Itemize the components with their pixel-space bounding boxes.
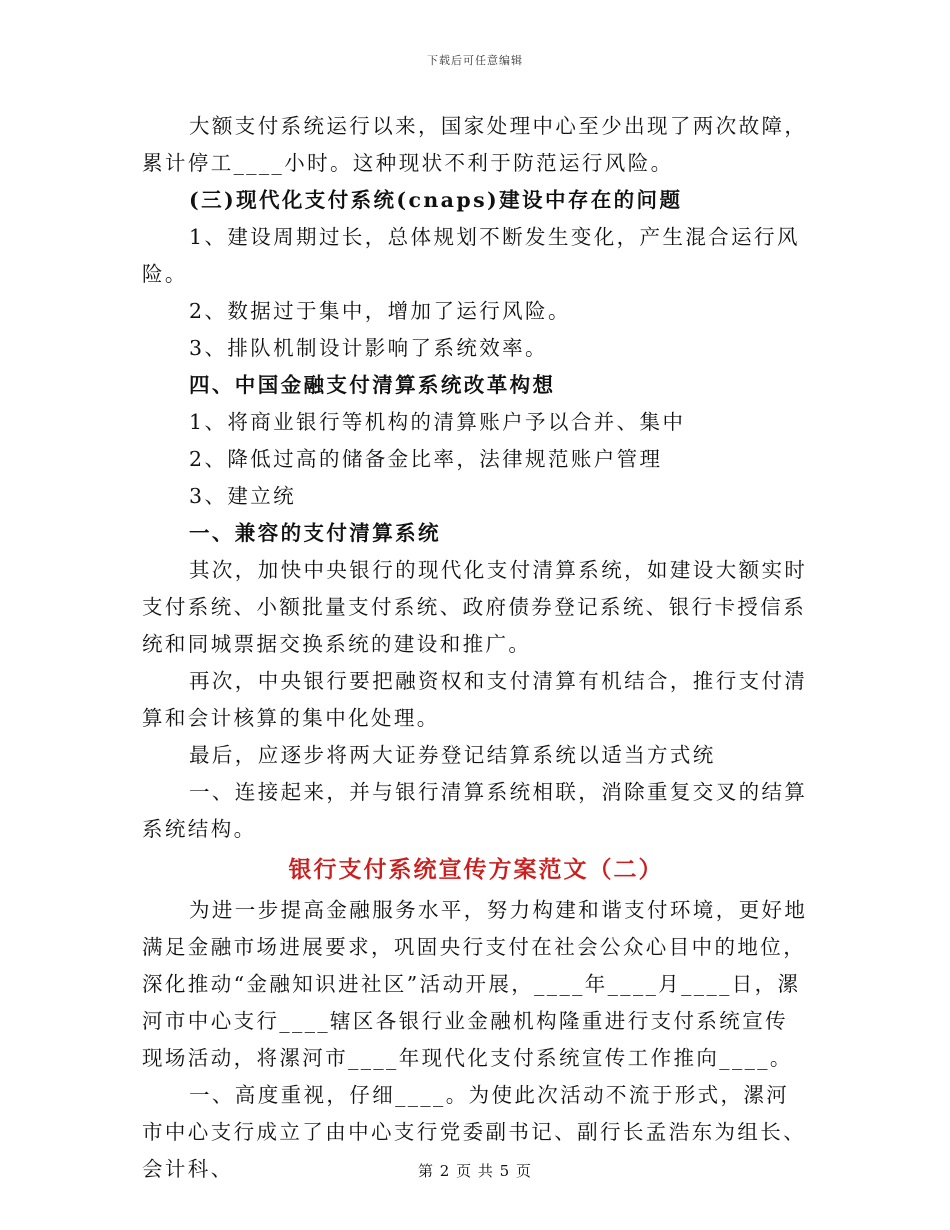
list-item-problem-3: 3、排队机制设计影响了系统效率。 (189, 336, 548, 360)
document-body (142, 108, 810, 1188)
paragraph-outage: 大额支付系统运行以来，国家处理中心至少出现了两次故障，累计停工____小时。这种现状不利于防范运行风险。 (142, 114, 808, 175)
heading-cnaps-problems: (三)现代化支付系统(cnaps)建设中存在的问题 (189, 188, 683, 212)
list-item-reform-2: 2、降低过高的储备金比率，法律规范账户管理 (189, 447, 663, 471)
heading-compatible-system: 一、兼容的支付清算系统 (189, 521, 441, 545)
paragraph-campaign-intro: 为进一步提高金融服务水平，努力构建和谐支付环境，更好地满足金融市场进展要求，巩固央行支付在社会公众心目中的地位，深化推动“金融知识进社区”活动开展，____年____月____日，漯河市中心支行____辖区各银行业金融机构隆重进行支付系统宣传现场活动，将漯河市____年现代化支付系统宣传工作推向____。 (142, 898, 808, 1070)
list-item-problem-2: 2、数据过于集中，增加了运行风险。 (189, 299, 571, 323)
list-item-reform-1: 1、将商业银行等机构的清算账户予以合并、集中 (189, 410, 686, 434)
paragraph-finally: 最后，应逐步将两大证券登记结算系统以适当方式统 (189, 743, 716, 767)
heading-reform-ideas: 四、中国金融支付清算系统改革构想 (189, 373, 556, 397)
paragraph-connect: 一、连接起来，并与银行清算系统相联，消除重复交叉的结算系统结构。 (142, 780, 808, 841)
page-footer: 第 2 页 共 5 页 (418, 1162, 532, 1180)
paragraph-thirdly: 再次，中央银行要把融资权和支付清算有机结合，推行支付清算和会计核算的集中化处理。 (142, 669, 808, 730)
paragraph-secondly: 其次，加快中央银行的现代化支付清算系统，如建设大额实时支付系统、小额批量支付系统、政府债券登记系统、银行卡授信系统和同城票据交换系统的建设和推广。 (142, 558, 808, 656)
page-header: 下载后可任意编辑 (427, 54, 523, 67)
paragraph-campaign-organize: 一、高度重视，仔细____。为使此次活动不流于形式，漯河市中心支行成立了由中心支行党委副书记、副行长孟浩东为组长、会计科、 (142, 1083, 807, 1181)
section-title: 银行支付系统宣传方案范文（二） (288, 856, 664, 883)
list-item-reform-3: 3、建立统 (189, 484, 297, 508)
list-item-problem-1: 1、建设周期过长，总体规划不断发生变化，产生混合运行风险。 (142, 225, 800, 286)
